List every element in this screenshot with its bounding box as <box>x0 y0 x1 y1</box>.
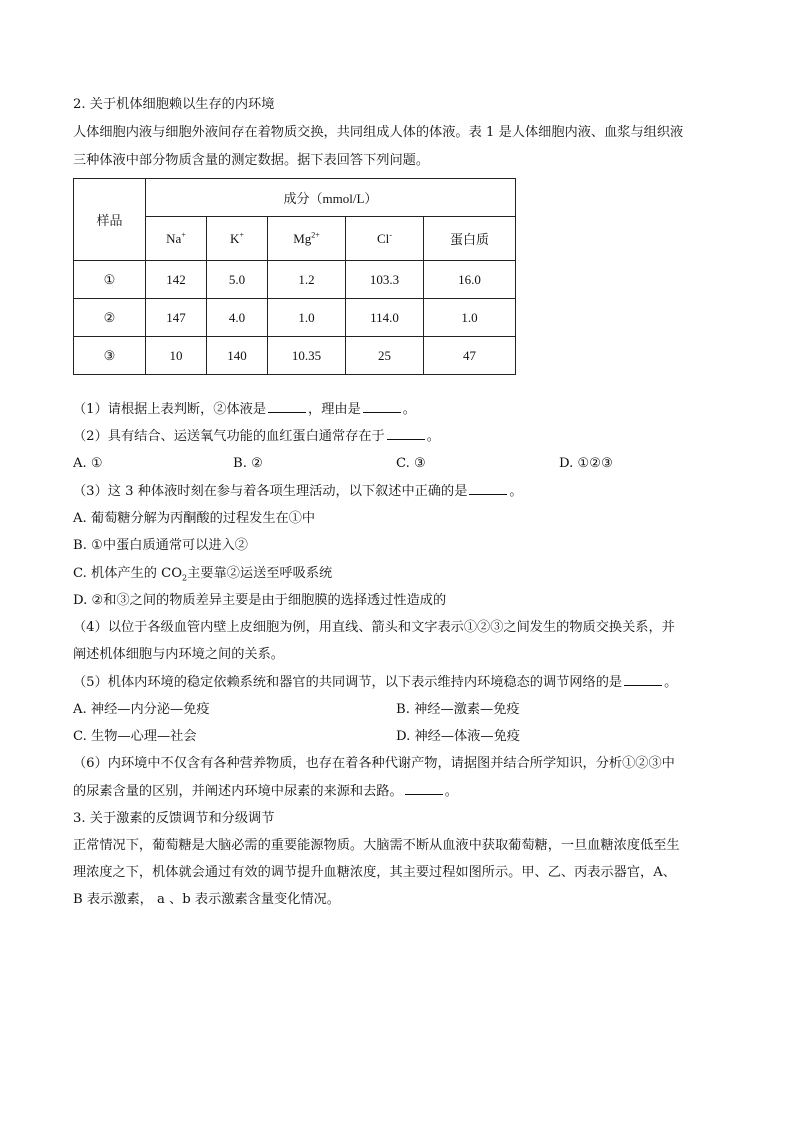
part3-question: （3）这 3 种体液时刻在参与着各项生理活动，以下叙述中正确的是 。 <box>73 484 523 499</box>
table-cell: 103.3 <box>346 261 424 299</box>
part2-option-d: D. ①②③ <box>559 456 613 471</box>
answer-blank[interactable] <box>624 673 662 686</box>
column-header-cl: Cl- <box>346 217 424 261</box>
table-cell: 5.0 <box>207 261 268 299</box>
part2-option-c: C. ③ <box>396 456 426 471</box>
part1-question: （1）请根据上表判断，②体液是 ，理由是 。 <box>73 402 416 417</box>
part6-line2: 的尿素含量的区别，并阐述内环境中尿素的来源和去路。 。 <box>73 784 458 799</box>
part2-option-b: B. ② <box>233 456 263 471</box>
part4-line1: （4）以位于各级血管内壁上皮细胞为例，用直线、箭头和文字表示①②③之间发生的物质交换关系，并 <box>73 620 675 635</box>
table-row <box>74 299 516 337</box>
part3-option-c: C. 机体产生的 $CO_2$主要靠②运送至呼吸系统 <box>73 566 333 583</box>
q2-intro-line2: 三种体液中部分物质含量的测定数据。据下表回答下列问题。 <box>73 153 430 168</box>
part3-option-b: B. ①中蛋白质通常可以进入② <box>73 538 248 553</box>
answer-blank[interactable] <box>469 482 507 495</box>
table-cell: 142 <box>146 261 207 299</box>
part5-question: （5）机体内环境的稳定依赖系统和器官的共同调节，以下表示维持内环境稳态的调节网络的是 。 <box>73 675 678 690</box>
table-cell: 1.0 <box>424 299 516 337</box>
part2-option-a: A. ① <box>73 456 103 471</box>
composition-table <box>73 178 516 375</box>
row-label: ② <box>74 299 146 337</box>
part3-option-a: A. 葡萄糖分解为丙酮酸的过程发生在①中 <box>73 511 316 526</box>
table-cell: 25 <box>346 337 424 375</box>
part6-line1: （6）内环境中不仅含有各种营养物质，也存在着各种代谢产物，请据图并结合所学知识，分析①②③中 <box>73 756 675 771</box>
table-cell: 16.0 <box>424 261 516 299</box>
table-cell: 1.2 <box>268 261 346 299</box>
table-cell: 140 <box>207 337 268 375</box>
table-row <box>74 261 516 299</box>
part3-option-d: D. ②和③之间的物质差异主要是由于细胞膜的选择透过性造成的 <box>73 593 447 608</box>
part5-option-a: A. 神经—内分泌—免疫 <box>73 702 210 717</box>
q3-line2: 理浓度之下，机体就会通过有效的调节提升血糖浓度，其主要过程如图所示。甲、乙、丙表示器官，A、 <box>73 865 676 880</box>
table-cell: 10.35 <box>268 337 346 375</box>
table-cell: 10 <box>146 337 207 375</box>
column-header-protein: 蛋白质 <box>424 217 516 261</box>
table-row <box>74 337 516 375</box>
q2-intro-line1: 人体细胞内液与细胞外液间存在着物质交换，共同组成人体的体液。表 1 是人体细胞内液、血浆与组织液 <box>73 125 684 140</box>
table-cell: 1.0 <box>268 299 346 337</box>
q3-line1: 正常情况下，葡萄糖是大脑必需的重要能源物质。大脑需不断从血液中获取葡萄糖，一旦血糖浓度低至生 <box>73 838 680 853</box>
table-cell: 147 <box>146 299 207 337</box>
q3-title: 3. 关于激素的反馈调节和分级调节 <box>73 811 275 826</box>
answer-blank[interactable] <box>405 782 443 795</box>
answer-blank[interactable] <box>268 400 306 413</box>
part4-line2: 阐述机体细胞与内环境之间的关系。 <box>73 647 284 662</box>
table-cell: 114.0 <box>346 299 424 337</box>
part5-option-c: C. 生物—心理—社会 <box>73 729 197 744</box>
sample-header: 样品 <box>74 179 146 261</box>
table-cell: 4.0 <box>207 299 268 337</box>
answer-blank[interactable] <box>387 427 425 440</box>
q2-title: 2. 关于机体细胞赖以生存的内环境 <box>73 97 275 112</box>
column-header-k: K+ <box>207 217 268 261</box>
part5-option-b: B. 神经—激素—免疫 <box>396 702 520 717</box>
column-header-mg: $Mg^{2+}$ <box>268 217 346 261</box>
answer-blank[interactable] <box>363 400 401 413</box>
column-header-na: Na+ <box>146 217 207 261</box>
row-label: ① <box>74 261 146 299</box>
component-group-header: 成分（mmol/L） <box>146 179 516 217</box>
part5-option-d: D. 神经—体液—免疫 <box>396 729 520 744</box>
q3-line3: B 表示激素， a 、b 表示激素含量变化情况。 <box>73 892 340 907</box>
part2-question: （2）具有结合、运送氧气功能的血红蛋白通常存在于 。 <box>73 429 440 444</box>
row-label: ③ <box>74 337 146 375</box>
table-cell: 47 <box>424 337 516 375</box>
